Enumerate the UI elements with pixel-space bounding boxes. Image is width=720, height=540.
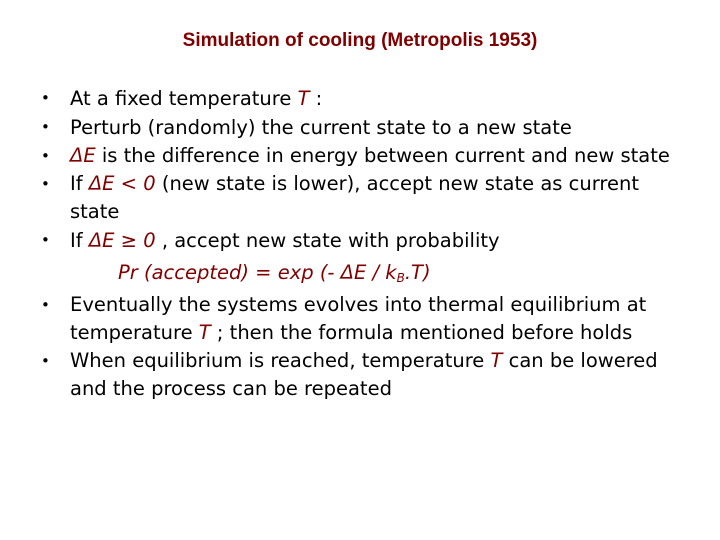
formula-subscript: B (396, 271, 405, 285)
formula-tail: .T) (404, 261, 431, 284)
bullet-dot: • (41, 175, 50, 193)
bullet-text-tail: can be lowered and the process can be repeated (70, 349, 658, 400)
bullet-dot: • (41, 118, 50, 136)
bullet-text-tail: : (309, 87, 323, 110)
bullet-equilibrium (40, 291, 680, 347)
condition-nonnegative: ΔE ≥ 0 (88, 229, 156, 252)
bullet-text: Eventually the systems evolves into thermal equilibrium at temperature (70, 293, 647, 344)
bullet-text: At a fixed temperature (70, 87, 298, 110)
bullet-dot: • (41, 231, 50, 249)
bullet-text: Perturb (randomly) the current state to a new state (70, 116, 572, 139)
condition-negative: ΔE < 0 (88, 172, 156, 195)
bullet-text-tail: ; then the formula mentioned before holds (210, 321, 633, 344)
temperature-variable: T (297, 87, 310, 110)
bullet-fixed-temperature (40, 84, 680, 113)
bullet-text: When equilibrium is reached, temperature (70, 349, 491, 372)
bullet-accept-probability (40, 226, 680, 255)
bullet-perturb (40, 113, 680, 142)
bullet-text: If (70, 229, 89, 252)
bullet-dot: • (41, 352, 50, 370)
bullet-list (40, 84, 680, 403)
slide-title: Simulation of cooling (Metropolis 1953) (182, 30, 538, 51)
bullet-energy-difference (40, 142, 680, 170)
bullet-lower-temperature (40, 347, 680, 403)
temperature-variable: T (198, 321, 211, 344)
delta-e-symbol: ΔE (70, 144, 96, 167)
acceptance-formula (40, 255, 680, 291)
bullet-text: is the difference in energy between current and new state (95, 144, 670, 167)
bullet-text-tail: , accept new state with probability (155, 229, 500, 252)
bullet-dot: • (41, 147, 50, 165)
formula-main: Pr (accepted) = exp (- ΔE / k (118, 261, 397, 284)
bullet-text: If (70, 172, 89, 195)
bullet-dot: • (41, 89, 50, 107)
temperature-variable: T (490, 349, 503, 372)
bullet-dot: • (41, 296, 50, 314)
bullet-accept-lower (40, 170, 680, 226)
bullet-text-tail: (new state is lower), accept new state as current state (70, 172, 639, 223)
